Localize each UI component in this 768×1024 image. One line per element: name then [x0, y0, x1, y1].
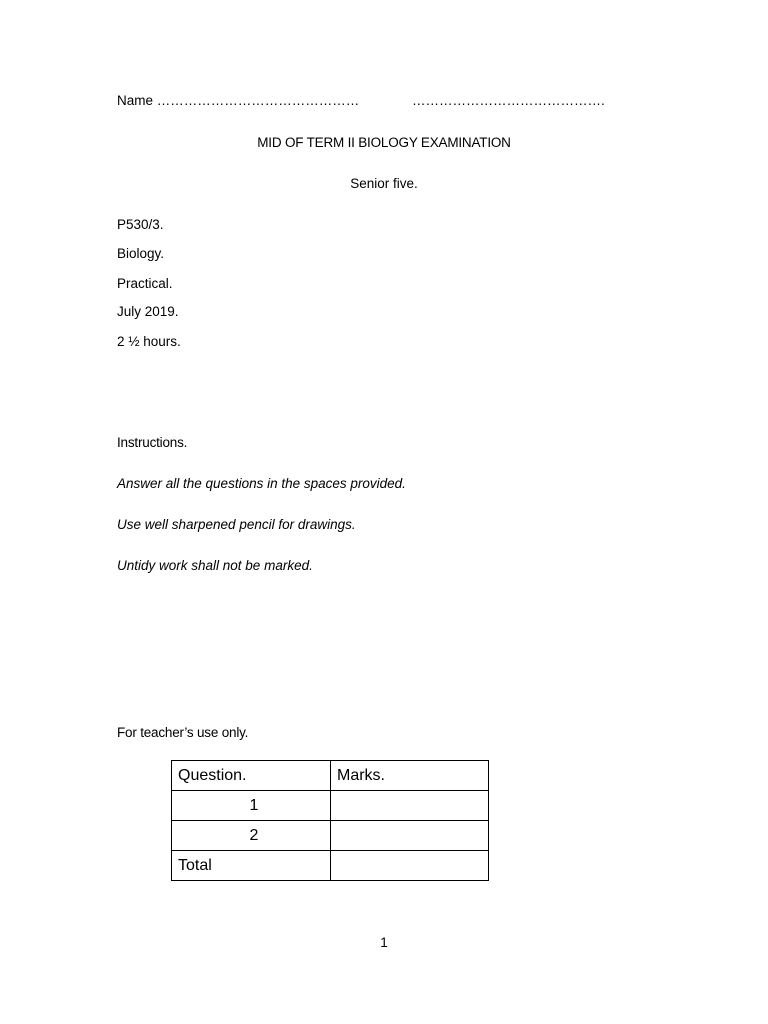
- name-field-line: Name ………………………………………: [117, 93, 360, 108]
- exam-date: July 2019.: [117, 304, 179, 319]
- table-header-question: Question.: [172, 761, 331, 791]
- paper-code: P530/3.: [117, 217, 164, 232]
- table-cell-marks: [331, 791, 489, 821]
- exam-title: MID OF TERM II BIOLOGY EXAMINATION: [257, 135, 511, 150]
- subject-name: Biology.: [117, 246, 165, 261]
- table-cell-total-label: Total: [172, 851, 331, 881]
- table-cell-total-marks: [331, 851, 489, 881]
- table-row: [172, 851, 489, 881]
- second-field-line: …………………………………….: [412, 93, 605, 108]
- instruction-item: Untidy work shall not be marked.: [117, 558, 313, 573]
- table-cell-question: 1: [172, 791, 331, 821]
- table-row: [172, 791, 489, 821]
- marks-table: [171, 760, 489, 881]
- instruction-item: Answer all the questions in the spaces provided.: [117, 476, 406, 491]
- table-cell-question: 2: [172, 821, 331, 851]
- table-header-row: [172, 761, 489, 791]
- table-cell-marks: [331, 821, 489, 851]
- instruction-item: Use well sharpened pencil for drawings.: [117, 517, 356, 532]
- paper-type: Practical.: [117, 276, 173, 291]
- table-row: [172, 821, 489, 851]
- exam-duration: 2 ½ hours.: [117, 334, 181, 349]
- table-header-marks: Marks.: [331, 761, 489, 791]
- class-level: Senior five.: [350, 176, 418, 191]
- instructions-heading: [117, 435, 187, 451]
- teacher-use-label: For teacher’s use only.: [117, 725, 249, 740]
- instructions-heading-text: Instructions: [117, 435, 184, 450]
- instructions-heading-suffix: .: [183, 435, 188, 450]
- page-number: 1: [380, 935, 388, 950]
